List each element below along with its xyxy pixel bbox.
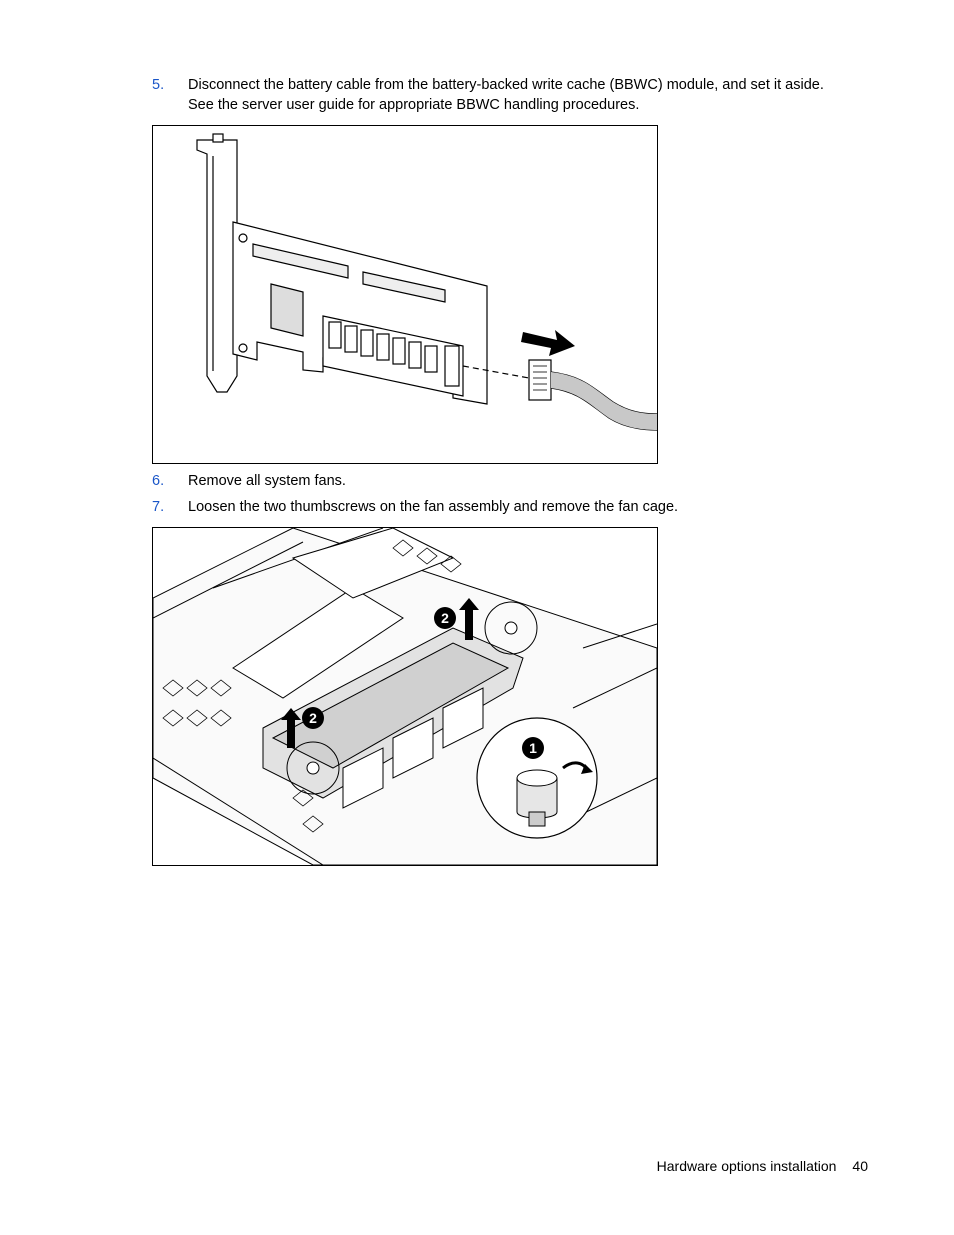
step-number: 6. xyxy=(152,473,165,489)
page-footer xyxy=(657,1158,868,1174)
bbwc-card-illustration xyxy=(153,126,657,463)
step-text: Loosen the two thumbscrews on the fan assembly and remove the fan cage. xyxy=(188,499,679,515)
fan-cage-figure xyxy=(152,527,658,866)
step-text: Disconnect the battery cable from the battery-backed write cache (BBWC) module, and set it aside. See the server user guide for appropriate BBWC handling procedures. xyxy=(188,77,824,113)
fan-cage-illustration xyxy=(153,528,657,865)
svg-text:1: 1 xyxy=(529,740,537,756)
svg-text:2: 2 xyxy=(441,610,449,626)
svg-text:2: 2 xyxy=(309,710,317,726)
footer-section-title: Hardware options installation xyxy=(656,1158,837,1174)
step-text: Remove all system fans. xyxy=(188,473,346,489)
callout-2-lower xyxy=(302,707,324,729)
thumbscrew-detail-inset xyxy=(477,718,597,838)
step-number: 5. xyxy=(152,77,165,93)
step-number: 7. xyxy=(152,499,165,515)
bbwc-cable-figure xyxy=(152,125,658,464)
page-number: 40 xyxy=(852,1158,868,1174)
callout-2-upper xyxy=(434,607,456,629)
